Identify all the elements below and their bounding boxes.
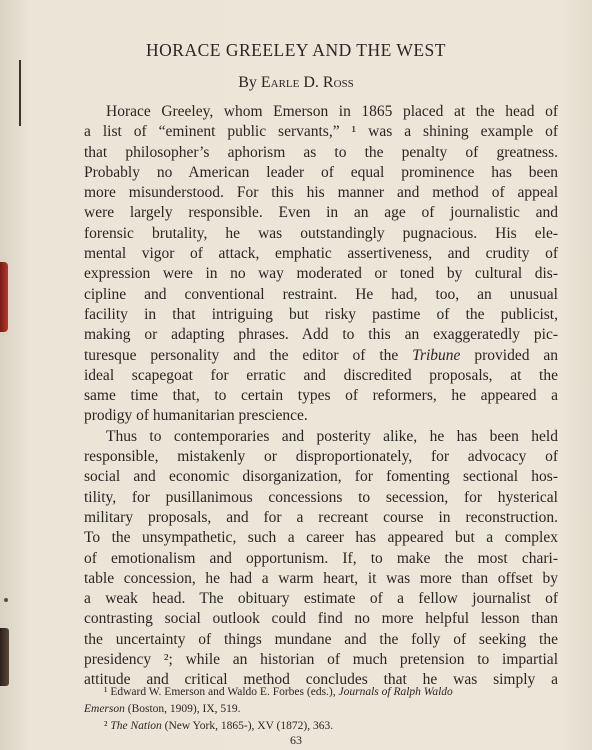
text-line: presidency ²; while an historian of much pretension to impartial: [84, 651, 558, 669]
text-line: attitude and critical method concludes that he was simply a: [84, 671, 558, 689]
text-line: making or adapting phrases. Add to this an exaggeratedly pic-: [84, 326, 558, 344]
text-line: To the unsympathetic, such a career has appeared but a complex: [84, 529, 558, 547]
text-line: the uncertainty of things mundane and the folly of seeking the: [84, 630, 558, 648]
text-line: ideal scapegoat for erratic and discredited proposals, at the: [84, 366, 558, 384]
text-line: were largely responsible. Even in an age of journalistic and: [84, 204, 558, 222]
text-line: tility, for pusillanimous concessions to secession, for hysterical: [84, 488, 558, 506]
article-title: HORACE GREELEY AND THE WEST: [146, 40, 446, 60]
footnotes: [84, 684, 558, 735]
text-line: social and economic disorganization, for fomenting sectional hos-: [84, 468, 558, 486]
dark-binding-edge: [0, 628, 9, 686]
text-line: more misunderstood. For this his manner and method of appeal: [84, 184, 558, 202]
text-line: Horace Greeley, whom Emerson in 1865 placed at the head of: [106, 103, 558, 120]
text-line: Probably no American leader of equal prominence has been: [84, 163, 558, 181]
text-line: mental vigor of attack, emphatic assertiveness, and crudity of: [84, 245, 558, 263]
red-bookmark-edge: [0, 262, 8, 332]
text-line: forensic brutality, he was outstandingly pugnacious. His ele-: [84, 224, 558, 242]
body-text: [84, 102, 558, 691]
footnote-1-line-2: Emerson (Boston, 1909), IX, 519.: [84, 703, 241, 715]
text-line: a list of “eminent public servants,” ¹ was a shining example of: [84, 123, 558, 141]
margin-pencil-mark: [19, 60, 21, 126]
byline-author: Earle D. Ross: [260, 74, 354, 91]
text-line: facility in that intriguing but risky pastime of the publicist,: [84, 305, 558, 323]
text-line: that philosopher’s aphorism as to the penalty of greatness.: [84, 143, 558, 161]
text-line: Thus to contemporaries and posterity alike, he has been held: [106, 427, 558, 445]
text-line: prodigy of humanitarian prescience.: [84, 407, 308, 425]
speck: [4, 598, 8, 602]
text-line: same time that, to certain types of reformers, he appeared a: [84, 387, 558, 405]
footnote-2: ² The Nation (New York, 1865-), XV (1872), 363.: [104, 720, 334, 732]
text-line: table concession, he had a warm heart, it was more than offset by: [84, 569, 558, 587]
text-line: turesque personality and the editor of the Tribune provided an: [84, 346, 558, 364]
text-line: contrasting social outlook could find no more helpful lesson than: [84, 610, 558, 628]
text-line: cipline and conventional restraint. He had, too, an unusual: [84, 285, 558, 303]
text-line: a weak head. The obituary estimate of a fellow journalist of: [84, 590, 558, 608]
footnote-1-line-1: ¹ Edward W. Emerson and Waldo E. Forbes (eds.), Journals of Ralph Waldo: [104, 686, 453, 698]
text-line: of emotionalism and opportunism. If, to make the most chari-: [84, 549, 558, 567]
text-line: military proposals, and for a recreant course in reconstruction.: [84, 508, 558, 526]
text-line: expression were in no way moderated or toned by cultural dis-: [84, 265, 558, 283]
text-line: responsible, mistakenly or disproportionately, for advocacy of: [84, 448, 558, 466]
byline-prefix: By: [238, 74, 261, 91]
byline: [0, 74, 592, 92]
page-number: 63: [290, 733, 302, 747]
